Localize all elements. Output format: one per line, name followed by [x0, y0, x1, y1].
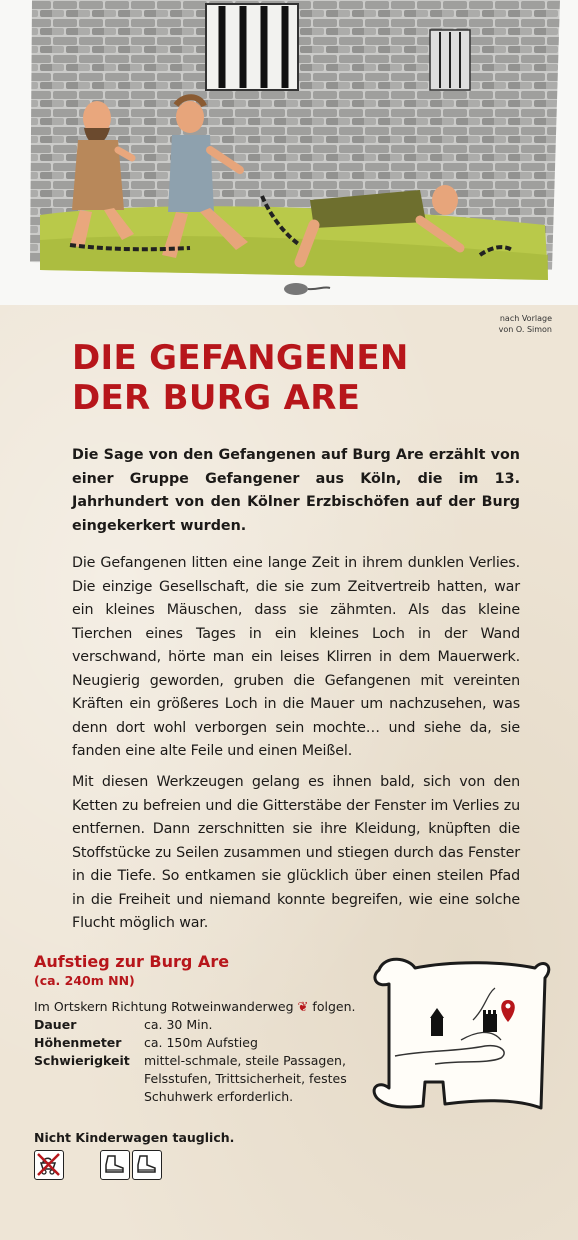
- grape-icon: ❦: [297, 1000, 309, 1015]
- fact-row: [34, 1016, 374, 1034]
- fact-row: [34, 1034, 374, 1052]
- no-stroller-icon: [34, 1150, 64, 1180]
- fact-label: Schwierigkeit: [34, 1053, 130, 1068]
- route-title: Aufstieg zur Burg Are: [34, 952, 230, 971]
- prisoners-illustration: [0, 0, 578, 305]
- route-intro-text: folgen.: [312, 999, 356, 1014]
- stroller-note: Nicht Kinderwagen tauglich.: [34, 1130, 235, 1145]
- fact-label: Höhenmeter: [34, 1035, 122, 1050]
- dungeon-drawing: [0, 0, 578, 305]
- hiking-boot-icon: [100, 1150, 130, 1180]
- hiking-boot-icon: [132, 1150, 162, 1180]
- illustration-credit: [432, 313, 552, 335]
- credit-line: von O. Simon: [498, 325, 552, 334]
- title-line: DER BURG ARE: [72, 378, 361, 418]
- fact-value: ca. 150m Aufstieg: [144, 1035, 258, 1050]
- route-elevation: (ca. 240m NN): [34, 973, 135, 988]
- route-intro: [34, 998, 374, 1017]
- route-intro-text: Im Ortskern Richtung Rotweinwanderweg: [34, 999, 294, 1014]
- route-map: [365, 948, 555, 1128]
- route-facts: [34, 1016, 374, 1106]
- scroll-map-icon: [365, 948, 555, 1128]
- credit-line: nach Vorlage: [499, 314, 552, 323]
- article-title: [72, 338, 522, 418]
- article-lead: Die Sage von den Gefangenen auf Burg Are erzählt von einer Gruppe Gefangener aus Köln, die im 13. Jahrhundert von den Kölner Erzbischöfen auf der Burg eingekerkert wurden.: [72, 447, 520, 534]
- fact-label: Dauer: [34, 1017, 77, 1032]
- fact-value: ca. 30 Min.: [144, 1017, 213, 1032]
- fact-value: mittel-schmale, steile Passagen, Felsstufen, Trittsicherheit, festes Schuhwerk erforderlich.: [144, 1053, 347, 1104]
- title-line: DIE GEFANGENEN: [72, 338, 409, 378]
- article-paragraph: Die Gefangenen litten eine lange Zeit in ihrem dunklen Verlies. Die einzige Gesellschaft, die sie zum Zeitvertreib hatten, war ein kleines Mäuschen, dass sie zähmten. Als das kleine Tierchen eines Tages in ein kleines Loch in der Wand verschwand, hörte man ein leises Klirren in dem Mauerwerk. Neugierig geworden, gruben die Gefangenen mit vereinten Kräften ein größeres Loch in die Mauer um nachzusehen, was denn dort wohl verborgen sein mochte… und siehe da, sie fanden eine alte Feile und einen Meißel.: [72, 555, 520, 759]
- article-paragraph: Mit diesen Werkzeugen gelang es ihnen bald, sich von den Ketten zu befreien und die Gitterstäbe der Fenster im Verlies zu entfernen. Dann zerschnitten sie ihre Kleidung, knüpften die Stoffstücke zu Seilen zusammen und stiegen durch das Fenster in die Tiefe. So entkamen sie glücklich über einen steilen Pfad in die Freiheit und niemand konnte begreifen, wie eine solche Flucht möglich war.: [72, 774, 520, 931]
- fact-row: [34, 1052, 374, 1106]
